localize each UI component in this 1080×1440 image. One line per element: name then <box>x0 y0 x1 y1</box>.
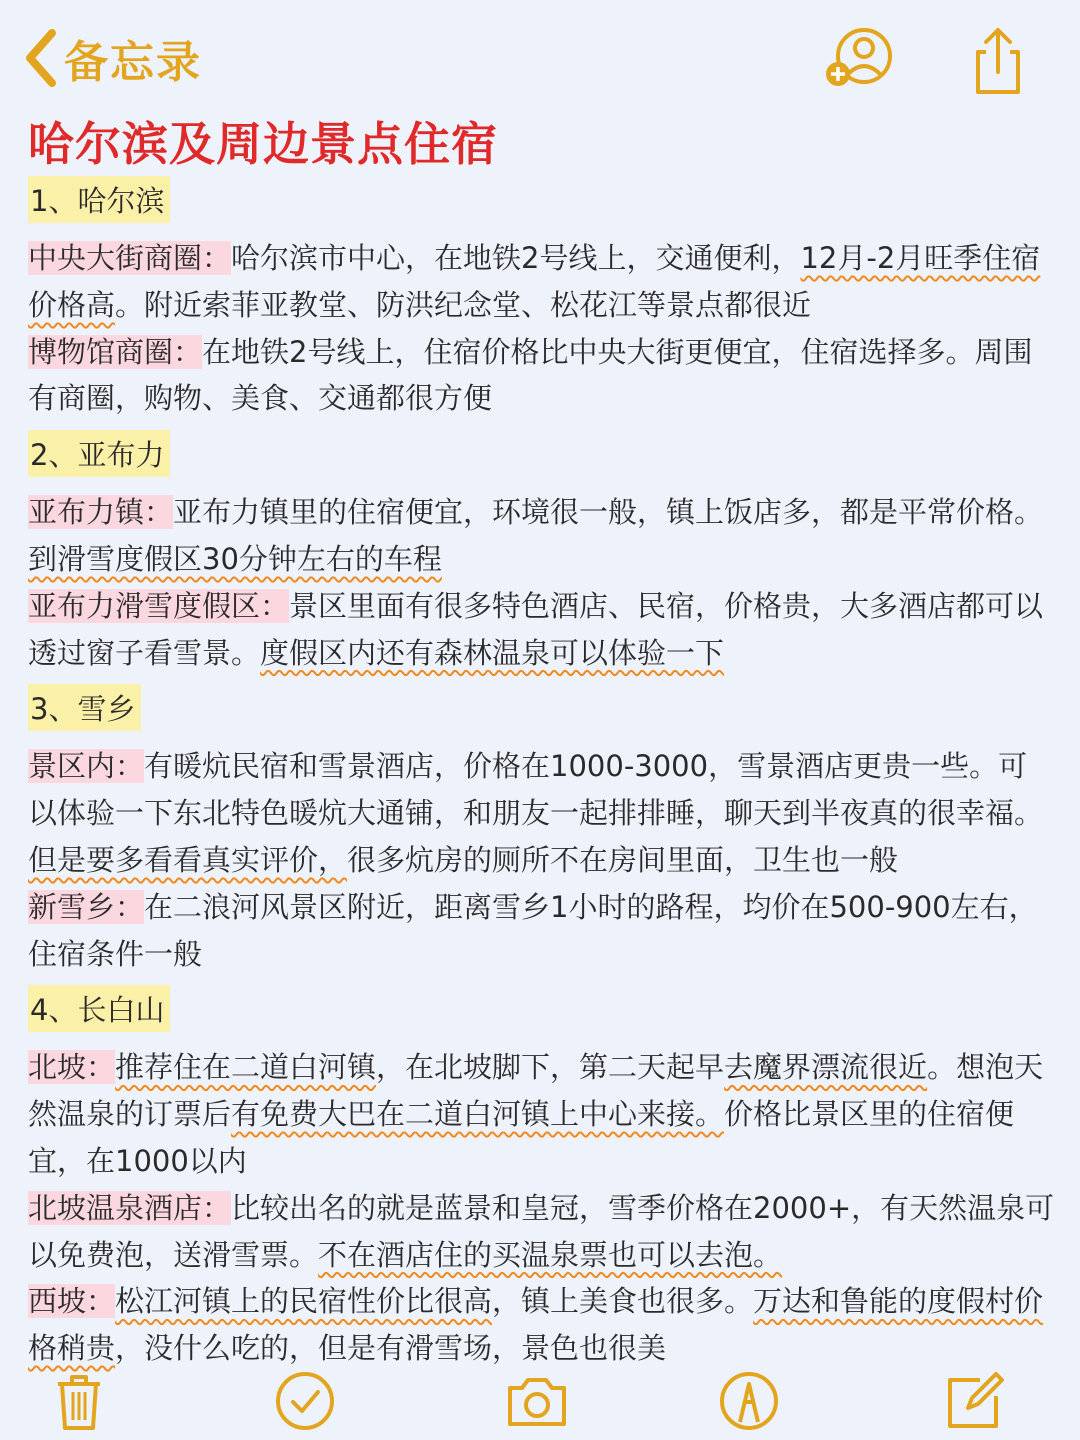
markup-button[interactable] <box>716 1368 782 1434</box>
entry-underlined-text: 去魔界漂流很近 <box>724 1050 928 1085</box>
entry-underlined-text: 不在酒店住的买温泉票也可以去泡。 <box>318 1237 783 1272</box>
share-collaborate-button[interactable] <box>820 22 900 102</box>
entry-paragraph <box>28 743 1056 883</box>
entry-paragraph <box>28 884 1056 978</box>
note-title[interactable]: 哈尔滨及周边景点住宿 <box>28 117 498 171</box>
entry-underlined-text: 推荐住在二道白河镇 <box>115 1050 377 1085</box>
entry-text: ，在北坡脚下，第二天起早 <box>376 1050 725 1085</box>
entry-paragraph <box>28 489 1056 583</box>
top-bar <box>0 0 1080 110</box>
entry-text: 在地铁2号线上，住宿价格比中央大街更便宜，住宿选择多。周围有商圈，购物、美食、交通都很方便 <box>28 334 1033 416</box>
checklist-button[interactable] <box>272 1368 338 1434</box>
entry-paragraph <box>28 1278 1056 1372</box>
compose-icon <box>942 1368 1008 1434</box>
entry-text: 。想泡天然温泉的订票后 <box>28 1050 1044 1132</box>
entry-text: 有暖炕民宿和雪景酒店，价格在1000-3000，雪景酒店更贵一些。可以体验一下东北特色暖炕大通铺，和朋友一起排排睡，聊天到半夜真的很幸福。 <box>28 749 1044 831</box>
chevron-left-icon <box>22 27 58 89</box>
entry-tag: 亚布力镇： <box>28 495 174 530</box>
section-heading: 1、哈尔滨 <box>28 176 170 223</box>
compose-button[interactable] <box>942 1368 1008 1434</box>
entry-text: 哈尔滨市中心，在地铁2号线上，交通便利， <box>231 241 801 275</box>
entry-text: 。附近索菲亚教堂、防洪纪念堂、松花江等景点都很近 <box>115 287 812 322</box>
entry-tag: 西坡： <box>28 1284 116 1319</box>
entry-tag: 北坡： <box>28 1050 116 1085</box>
entry-tag: 中央大街商圈： <box>28 241 232 275</box>
add-person-icon <box>820 22 900 102</box>
entry-paragraph <box>28 235 1056 329</box>
section-heading: 4、长白山 <box>28 985 170 1032</box>
entry-text: 亚布力镇里的住宿便宜，环境很一般，镇上饭店多，都是平常价格。 <box>173 495 1044 530</box>
back-label: 备忘录 <box>64 37 202 88</box>
entry-underlined-text: 12月-2月旺季住宿价格高 <box>28 241 1041 322</box>
entry-underlined-text: 度假区内还有森林温泉可以体验一下 <box>260 635 725 670</box>
entry-paragraph <box>28 583 1056 677</box>
entry-tag: 亚布力滑雪度假区： <box>28 588 290 623</box>
entry-underlined-text: 万达和鲁能的度假村价格稍贵 <box>28 1284 1044 1366</box>
entry-tag: 博物馆商圈： <box>28 334 203 369</box>
entry-tag: 景区内： <box>28 749 145 784</box>
entry-underlined-text: 到滑雪度假区30分钟左右的车程 <box>28 541 442 576</box>
section-heading: 3、雪乡 <box>28 684 141 731</box>
delete-button[interactable] <box>46 1368 112 1434</box>
entry-text: 很多炕房的厕所不在房间里面，卫生也一般 <box>347 842 899 877</box>
entry-underlined-text: 但是要多看看真实评价， <box>28 842 348 877</box>
share-icon <box>958 22 1038 102</box>
trash-icon <box>46 1368 112 1434</box>
section-heading: 2、亚布力 <box>28 430 170 477</box>
entry-underlined-text: 有免费大巴在二道白河镇上中心来接。 <box>231 1097 725 1132</box>
markup-icon <box>716 1368 782 1434</box>
checklist-icon <box>272 1368 338 1434</box>
entry-text: ，镇上美食也很多。 <box>492 1284 754 1319</box>
back-button[interactable] <box>22 26 202 90</box>
entry-text: 价格比景区里的住宿便宜，在1000以内 <box>28 1097 1015 1178</box>
entry-paragraph <box>28 329 1056 423</box>
entry-paragraph <box>28 1185 1056 1279</box>
entry-tag: 新雪乡： <box>28 889 145 924</box>
entry-text: ，没什么吃的，但是有滑雪场，景色也很美 <box>115 1331 667 1366</box>
entry-text: 景区里面有很多特色酒店、民宿，价格贵，大多酒店都可以透过窗子看雪景。 <box>28 588 1044 670</box>
note-body[interactable] <box>28 176 1056 1372</box>
entry-text: 在二浪河风景区附近，距离雪乡1小时的路程，均价在500-900左右，住宿条件一般 <box>28 889 1038 971</box>
entry-paragraph <box>28 1044 1056 1184</box>
bottom-toolbar <box>0 1362 1080 1440</box>
entry-tag: 北坡温泉酒店： <box>28 1190 232 1225</box>
entry-underlined-text: 松江河镇上的民宿性价比很高 <box>115 1284 493 1319</box>
camera-icon <box>504 1368 570 1434</box>
share-button[interactable] <box>958 22 1038 102</box>
entry-text: 比较出名的就是蓝景和皇冠，雪季价格在2000+，有天然温泉可以免费泡，送滑雪票。 <box>28 1190 1055 1272</box>
camera-button[interactable] <box>504 1368 570 1434</box>
